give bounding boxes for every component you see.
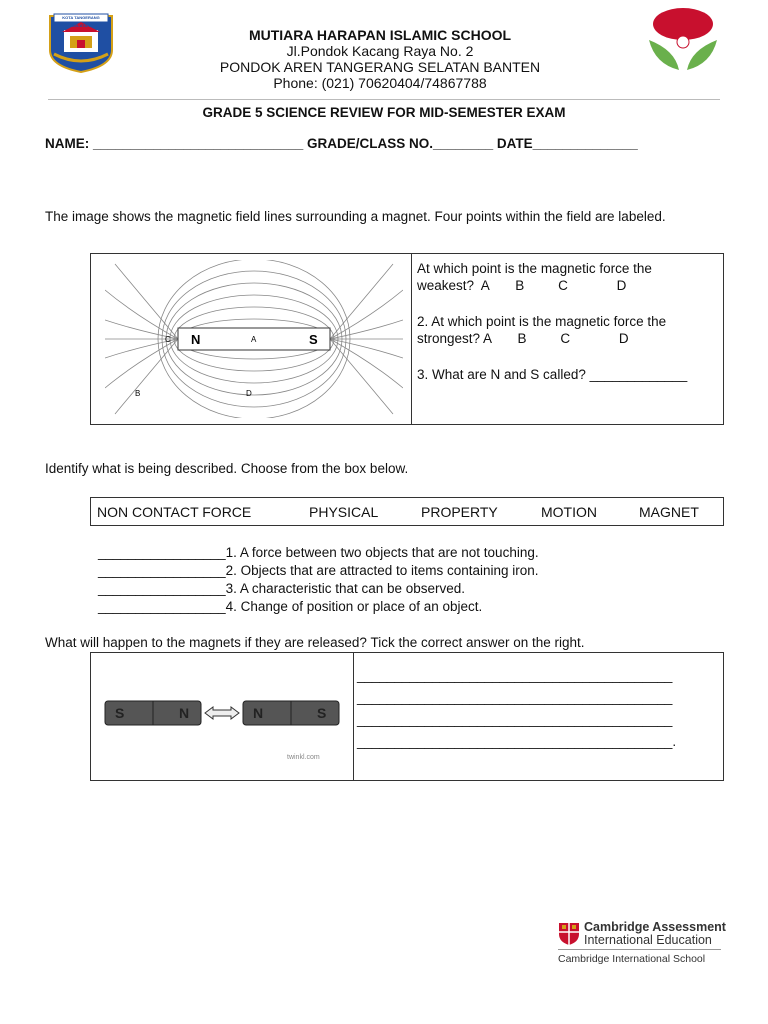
- school-logo-right: [645, 6, 721, 76]
- cambridge-line-2: International Education: [584, 933, 712, 947]
- magnetic-field-box: [90, 253, 724, 425]
- q1-line1: At which point is the magnetic force the: [417, 261, 652, 276]
- magnetic-field-diagram: [105, 260, 403, 418]
- q1-line2: weakest? A B C D: [417, 278, 627, 293]
- answer-blank[interactable]: _________________: [98, 599, 226, 614]
- q2-line1: 2. At which point is the magnetic force the: [417, 314, 667, 329]
- grade-class-label[interactable]: GRADE/CLASS NO.________: [307, 136, 494, 151]
- label-c: C: [165, 335, 171, 344]
- school-name: MUTIARA HARAPAN ISLAMIC SCHOOL: [248, 27, 512, 43]
- word-bank-item: MOTION: [541, 503, 597, 520]
- name-blank[interactable]: ____________________________: [93, 136, 304, 151]
- cambridge-line-3: Cambridge International School: [558, 953, 706, 965]
- word-bank-item: PHYSICAL: [309, 503, 379, 520]
- header-divider: [48, 99, 720, 100]
- crest-text: KOTA TANGERANG SELATAN: [62, 15, 100, 28]
- cambridge-shield-icon: [558, 922, 580, 946]
- school-phone: Phone: (021) 70620404/74867788: [273, 75, 487, 91]
- list-item: [98, 544, 539, 562]
- list-item: [98, 598, 539, 616]
- answer-blank[interactable]: _________________: [98, 545, 226, 560]
- answer-blank[interactable]: _________________: [98, 581, 226, 596]
- school-address-2: PONDOK AREN TANGERANG SELATAN BANTEN: [219, 59, 541, 75]
- magnet-left-n: N: [179, 705, 190, 721]
- q3: 3. What are N and S called? _____________: [417, 367, 688, 382]
- answer-lines: [357, 665, 676, 753]
- magnets-image: [101, 683, 347, 773]
- list-item: [98, 562, 539, 580]
- school-crest-logo: [44, 10, 118, 74]
- student-info-row: [45, 136, 638, 151]
- box-divider: [353, 653, 354, 780]
- date-label[interactable]: DATE______________: [496, 136, 638, 151]
- answer-line[interactable]: __________________________________________: [357, 712, 673, 727]
- magnet-right-s: S: [317, 705, 327, 721]
- answer-line[interactable]: __________________________________________: [357, 690, 673, 705]
- cambridge-logo: [558, 920, 728, 970]
- answer-line[interactable]: __________________________________________: [357, 668, 673, 683]
- label-n: N: [191, 332, 201, 347]
- magnet-left-s: S: [115, 705, 125, 721]
- cambridge-divider: [558, 949, 721, 950]
- section2-intro: Identify what is being described. Choose from the box below.: [45, 461, 409, 476]
- item-text: 1. A force between two objects that are not touching.: [225, 545, 539, 560]
- label-a: A: [251, 335, 257, 344]
- magnet-questions: [417, 260, 717, 383]
- image-credit: twinkl.com: [287, 754, 320, 761]
- item-text: 2. Objects that are attracted to items containing iron.: [225, 563, 539, 578]
- word-bank-item: PROPERTY: [421, 503, 498, 520]
- item-text: 3. A characteristic that can be observed.: [225, 581, 466, 596]
- word-bank-item: MAGNET: [639, 503, 699, 520]
- answer-blank[interactable]: _________________: [98, 563, 226, 578]
- name-label: NAME:: [45, 136, 90, 151]
- cambridge-line-1: Cambridge Assessment: [584, 920, 726, 934]
- identify-list: [98, 544, 539, 616]
- magnet-right-n: N: [253, 705, 264, 721]
- exam-title: GRADE 5 SCIENCE REVIEW FOR MID-SEMESTER EXAM: [202, 105, 566, 120]
- label-b: B: [135, 389, 141, 398]
- school-address-1: Jl.Pondok Kacang Raya No. 2: [286, 43, 474, 59]
- label-d: D: [246, 389, 252, 398]
- label-s: S: [309, 332, 318, 347]
- answer-line[interactable]: __________________________________________.: [357, 734, 677, 749]
- box-divider: [411, 254, 412, 424]
- section3-intro: What will happen to the magnets if they are released? Tick the correct answer on the right.: [45, 635, 585, 650]
- word-bank-box: [90, 497, 724, 526]
- section1-intro: The image shows the magnetic field lines surrounding a magnet. Four points within the field are labeled.: [45, 209, 666, 224]
- word-bank-item: NON CONTACT FORCE: [97, 503, 252, 520]
- q2-line2: strongest? A B C D: [417, 331, 629, 346]
- list-item: [98, 580, 539, 598]
- magnets-release-box: [90, 652, 724, 781]
- item-text: 4. Change of position or place of an object.: [225, 599, 483, 614]
